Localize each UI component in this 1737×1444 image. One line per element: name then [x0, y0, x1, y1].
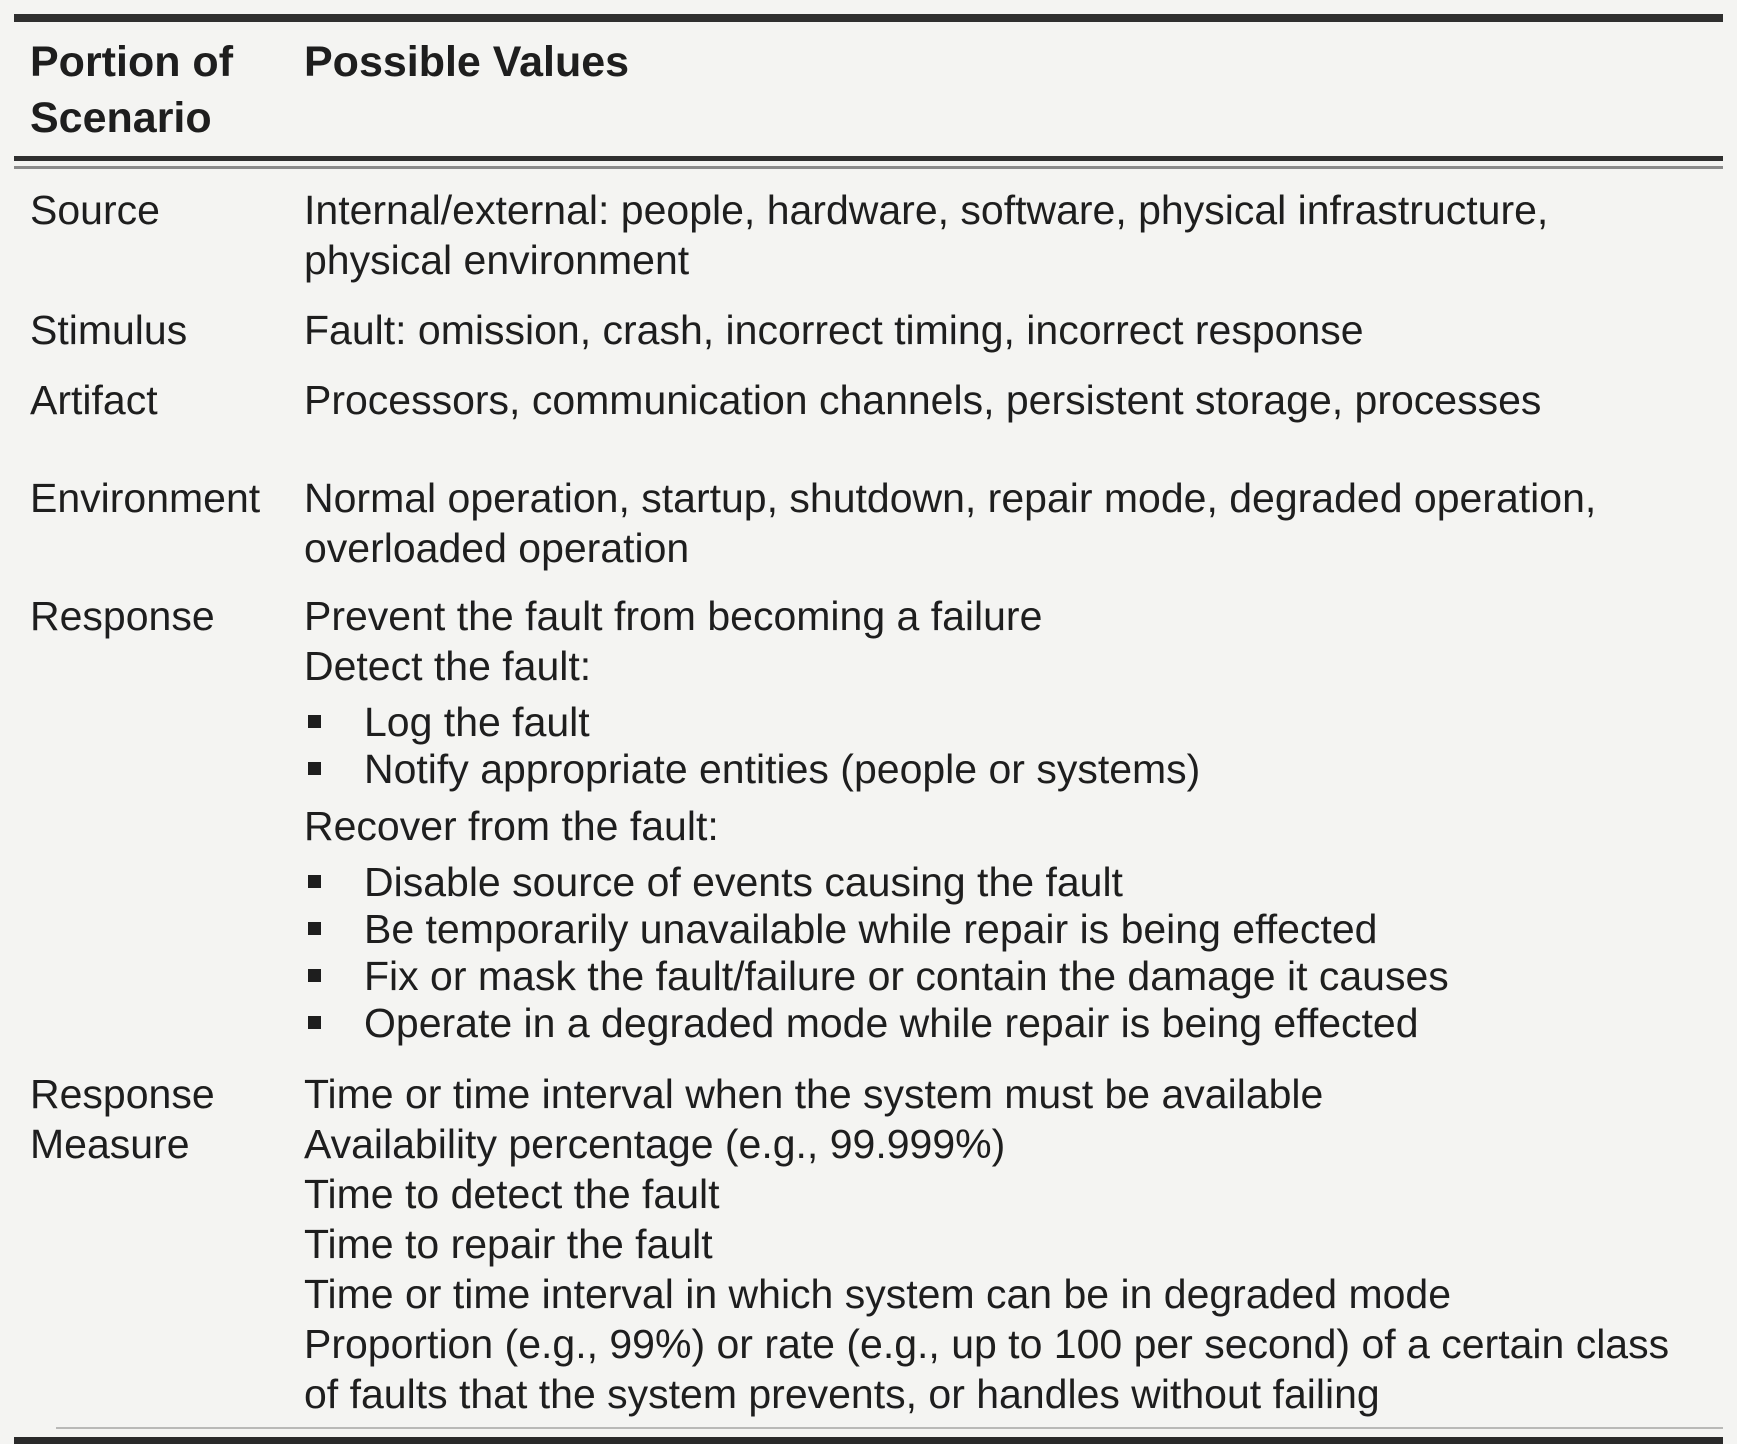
bullet-text: Notify appropriate entities (people or systems) — [364, 746, 1201, 792]
detect-fault-list — [306, 699, 1707, 793]
value-paragraph: Normal operation, startup, shutdown, repair mode, degraded operation, overloaded operation — [304, 475, 1597, 571]
bullet-square-icon — [308, 762, 321, 775]
header-separator-rule — [14, 156, 1723, 169]
row-values — [304, 591, 1707, 1055]
row-label: Environment — [30, 475, 261, 521]
value-paragraph: Fault: omission, crash, incorrect timing, incorrect response — [304, 307, 1364, 353]
table-row-source — [30, 185, 1707, 285]
bullet-square-icon — [308, 1016, 321, 1029]
value-paragraph: Availability percentage (e.g., 99.999%) — [304, 1121, 1006, 1167]
table-header-row — [14, 22, 1723, 156]
value-paragraph: Proportion (e.g., 99%) or rate (e.g., up to 100 per second) of a certain class of faults that the system prevents, or handles without failing — [304, 1321, 1670, 1417]
table-row-response-measure — [30, 1069, 1707, 1419]
recover-fault-list — [306, 859, 1707, 1047]
bullet-square-icon — [308, 715, 321, 728]
row-values — [304, 305, 1707, 355]
bullet-item — [306, 953, 1707, 1000]
bullet-item — [306, 746, 1707, 793]
header-portion-of-scenario: Portion of Scenario — [30, 38, 234, 142]
bullet-square-icon — [308, 922, 321, 935]
value-paragraph: Time or time interval when the system must be available — [304, 1071, 1324, 1117]
bullet-text: Operate in a degraded mode while repair is being effected — [364, 1000, 1419, 1046]
row-label: Stimulus — [30, 307, 188, 353]
table-row-environment — [30, 473, 1707, 573]
table-row-stimulus — [30, 305, 1707, 355]
bullet-item — [306, 906, 1707, 953]
bullet-item — [306, 1000, 1707, 1047]
value-paragraph: Time to repair the fault — [304, 1221, 713, 1267]
bullet-item — [306, 699, 1707, 746]
row-values — [304, 1069, 1707, 1419]
table-row-response — [30, 591, 1707, 1055]
value-paragraph: Time or time interval in which system can be in degraded mode — [304, 1271, 1451, 1317]
header-possible-values: Possible Values — [304, 38, 630, 86]
table-row-artifact — [30, 375, 1707, 425]
table-bottom-thin-rule — [56, 1427, 1723, 1429]
bullet-text: Fix or mask the fault/failure or contain the damage it causes — [364, 953, 1449, 999]
bullet-text: Log the fault — [364, 699, 590, 745]
table-body — [14, 185, 1723, 1419]
row-label: Response — [30, 593, 215, 639]
row-values — [304, 473, 1707, 573]
table-bottom-rule — [14, 1437, 1723, 1444]
row-label: Response Measure — [30, 1071, 215, 1167]
row-label: Source — [30, 187, 160, 233]
row-label: Artifact — [30, 377, 158, 423]
value-paragraph: Prevent the fault from becoming a failure — [304, 593, 1043, 639]
row-values — [304, 375, 1707, 425]
bullet-text: Be temporarily unavailable while repair is being effected — [364, 906, 1378, 952]
value-paragraph: Detect the fault: — [304, 643, 592, 689]
row-values — [304, 185, 1707, 285]
value-paragraph: Time to detect the fault — [304, 1171, 720, 1217]
table-top-rule — [14, 14, 1723, 22]
value-paragraph: Recover from the fault: — [304, 803, 719, 849]
bullet-item — [306, 859, 1707, 906]
value-paragraph: Internal/external: people, hardware, software, physical infrastructure, physical environment — [304, 187, 1549, 283]
bullet-square-icon — [308, 969, 321, 982]
bullet-square-icon — [308, 875, 321, 888]
value-paragraph: Processors, communication channels, persistent storage, processes — [304, 377, 1542, 423]
bullet-text: Disable source of events causing the fault — [364, 859, 1123, 905]
